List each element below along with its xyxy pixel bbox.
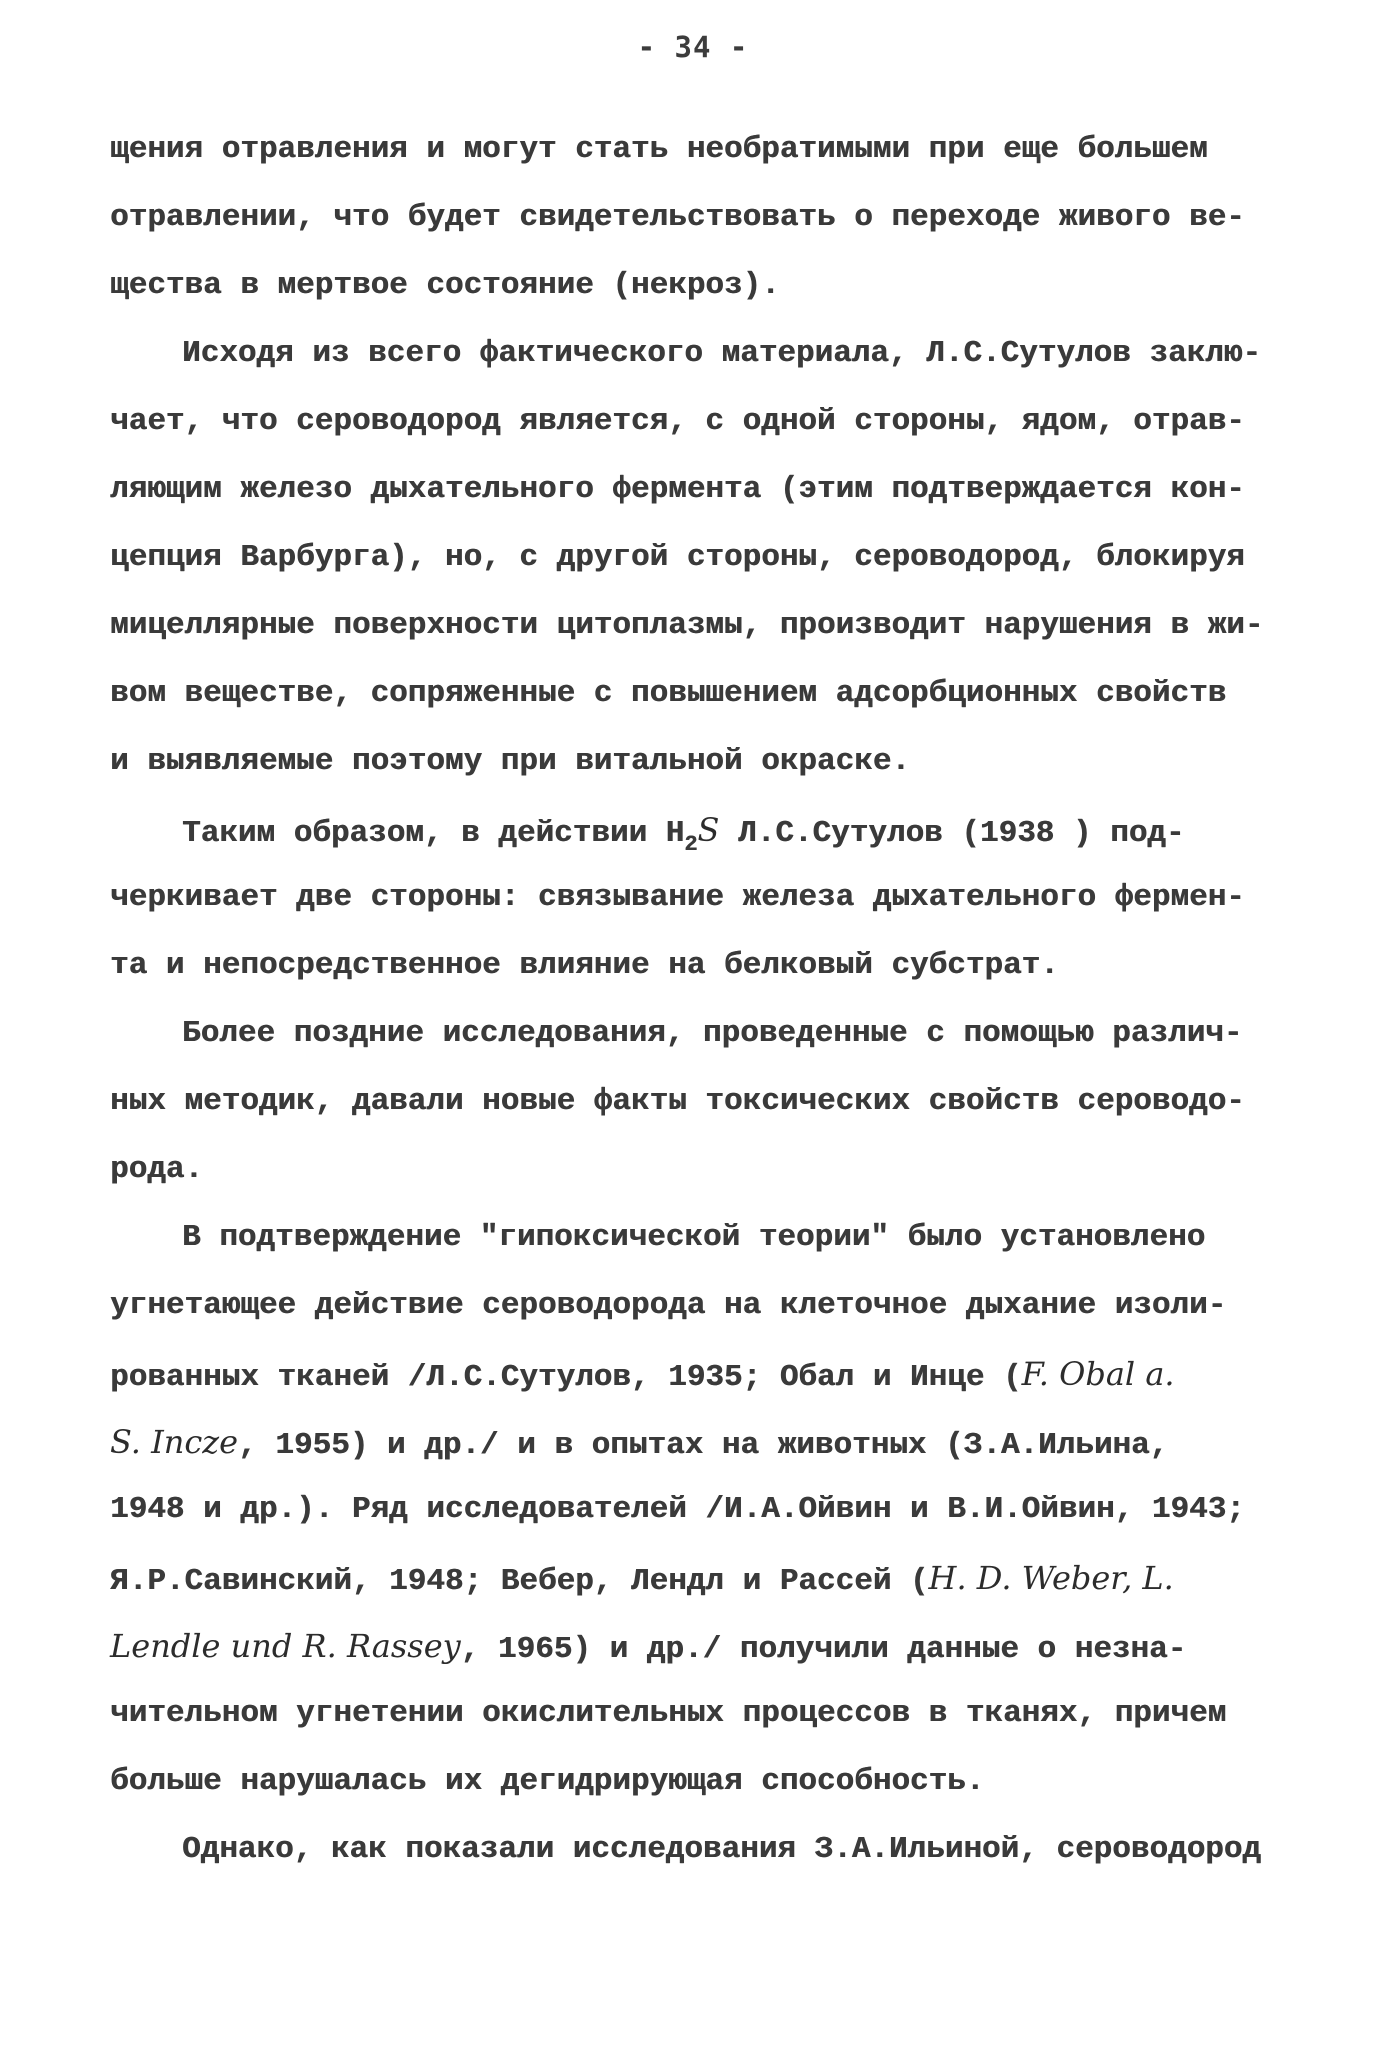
typed-text: чительном угнетении окислительных процессов в тканях, причем [110, 1696, 1227, 1731]
typed-text: Л.С.Сутулов (1938 ) под- [719, 816, 1185, 851]
text-line [110, 456, 1280, 524]
typed-text: ляющим железо дыхательного фермента (этим подтверждается кон- [110, 472, 1245, 507]
body-text [110, 116, 1280, 1884]
typed-text: ных методик, давали новые факты токсических свойств сероводо- [110, 1084, 1245, 1119]
typed-text: та и непосредственное влияние на белковый субстрат. [110, 948, 1059, 983]
paragraph [110, 1000, 1280, 1204]
text-line [110, 524, 1280, 592]
text-line [110, 728, 1280, 796]
handwritten-insertion: S. Incze [110, 1423, 239, 1461]
typed-text: угнетающее действие сероводорода на клеточное дыхание изоли- [110, 1288, 1227, 1323]
text-line [110, 1000, 1280, 1068]
typed-text: щества в мертвое состояние (некроз). [110, 268, 780, 303]
page-number: - 34 - [637, 30, 749, 64]
typed-text: чает, что сероводород является, с одной стороны, ядом, отрав- [110, 404, 1245, 439]
paragraph [110, 796, 1280, 1000]
text-line [110, 320, 1280, 388]
typed-text: Более поздние исследования, проведенные с помощью различ- [182, 1016, 1243, 1051]
text-line [110, 252, 1280, 320]
text-line [110, 1340, 1280, 1408]
text-line [110, 1068, 1280, 1136]
text-line [110, 184, 1280, 252]
paragraph [110, 116, 1280, 320]
typed-text: черкивает две стороны: связывание железа дыхательного фермен- [110, 880, 1245, 915]
text-line [110, 796, 1280, 864]
typed-text: и выявляемые поэтому при витальной окраске. [110, 744, 910, 779]
typed-text: В подтверждение "гипоксической теории" было установлено [182, 1220, 1206, 1255]
text-line [110, 864, 1280, 932]
typed-text: , 1955) и др./ и в опытах на животных (З.А.Ильина, [238, 1428, 1169, 1463]
text-line [110, 1544, 1280, 1612]
text-line [110, 932, 1280, 1000]
typed-text: Таким образом, в действии H [182, 816, 685, 851]
typed-text: щения отравления и могут стать необратимыми при еще большем [110, 132, 1208, 167]
typed-text: отравлении, что будет свидетельствовать о переходе живого ве- [110, 200, 1245, 235]
typed-text: цепция Варбурга), но, с другой стороны, сероводород, блокируя [110, 540, 1245, 575]
text-line [110, 1612, 1280, 1680]
text-line [110, 592, 1280, 660]
text-line [110, 1204, 1280, 1272]
text-line [110, 1680, 1280, 1748]
handwritten-insertion: F. Obal a. [1021, 1355, 1175, 1393]
handwritten-insertion: Lendle und R. Rassey [110, 1627, 461, 1665]
typed-text: рованных тканей /Л.С.Сутулов, 1935; Обал и Инце ( [110, 1360, 1022, 1395]
text-line [110, 388, 1280, 456]
typed-text: вом веществе, сопряженные с повышением адсорбционных свойств [110, 676, 1227, 711]
text-line [110, 1408, 1280, 1476]
text-line [110, 1748, 1280, 1816]
text-line [110, 660, 1280, 728]
paragraph [110, 1816, 1280, 1884]
text-line [110, 116, 1280, 184]
typed-text: Однако, как показали исследования З.А.Ильиной, сероводород [182, 1832, 1261, 1867]
typed-text: рода. [110, 1152, 204, 1187]
text-line [110, 1476, 1280, 1544]
text-line [110, 1136, 1280, 1204]
text-line [110, 1272, 1280, 1340]
subscript: 2 [684, 832, 698, 857]
paragraph [110, 1204, 1280, 1816]
handwritten-insertion: S [697, 811, 720, 849]
typed-text: мицеллярные поверхности цитоплазмы, производит нарушения в жи- [110, 608, 1264, 643]
typed-text: Я.Р.Савинский, 1948; Вебер, Лендл и Рассей ( [110, 1564, 929, 1599]
text-line [110, 1816, 1280, 1884]
typed-text: больше нарушалась их дегидрирующая способность. [110, 1764, 985, 1799]
typed-text: , 1965) и др./ получили данные о незна- [460, 1632, 1187, 1667]
handwritten-insertion: H. D. Weber, L. [928, 1559, 1174, 1597]
paragraph [110, 320, 1280, 796]
typed-text: Исходя из всего фактического материала, Л.С.Сутулов заклю- [182, 336, 1261, 371]
typed-text: 1948 и др.). Ряд исследователей /И.А.Ойвин и В.И.Ойвин, 1943; [110, 1492, 1245, 1527]
